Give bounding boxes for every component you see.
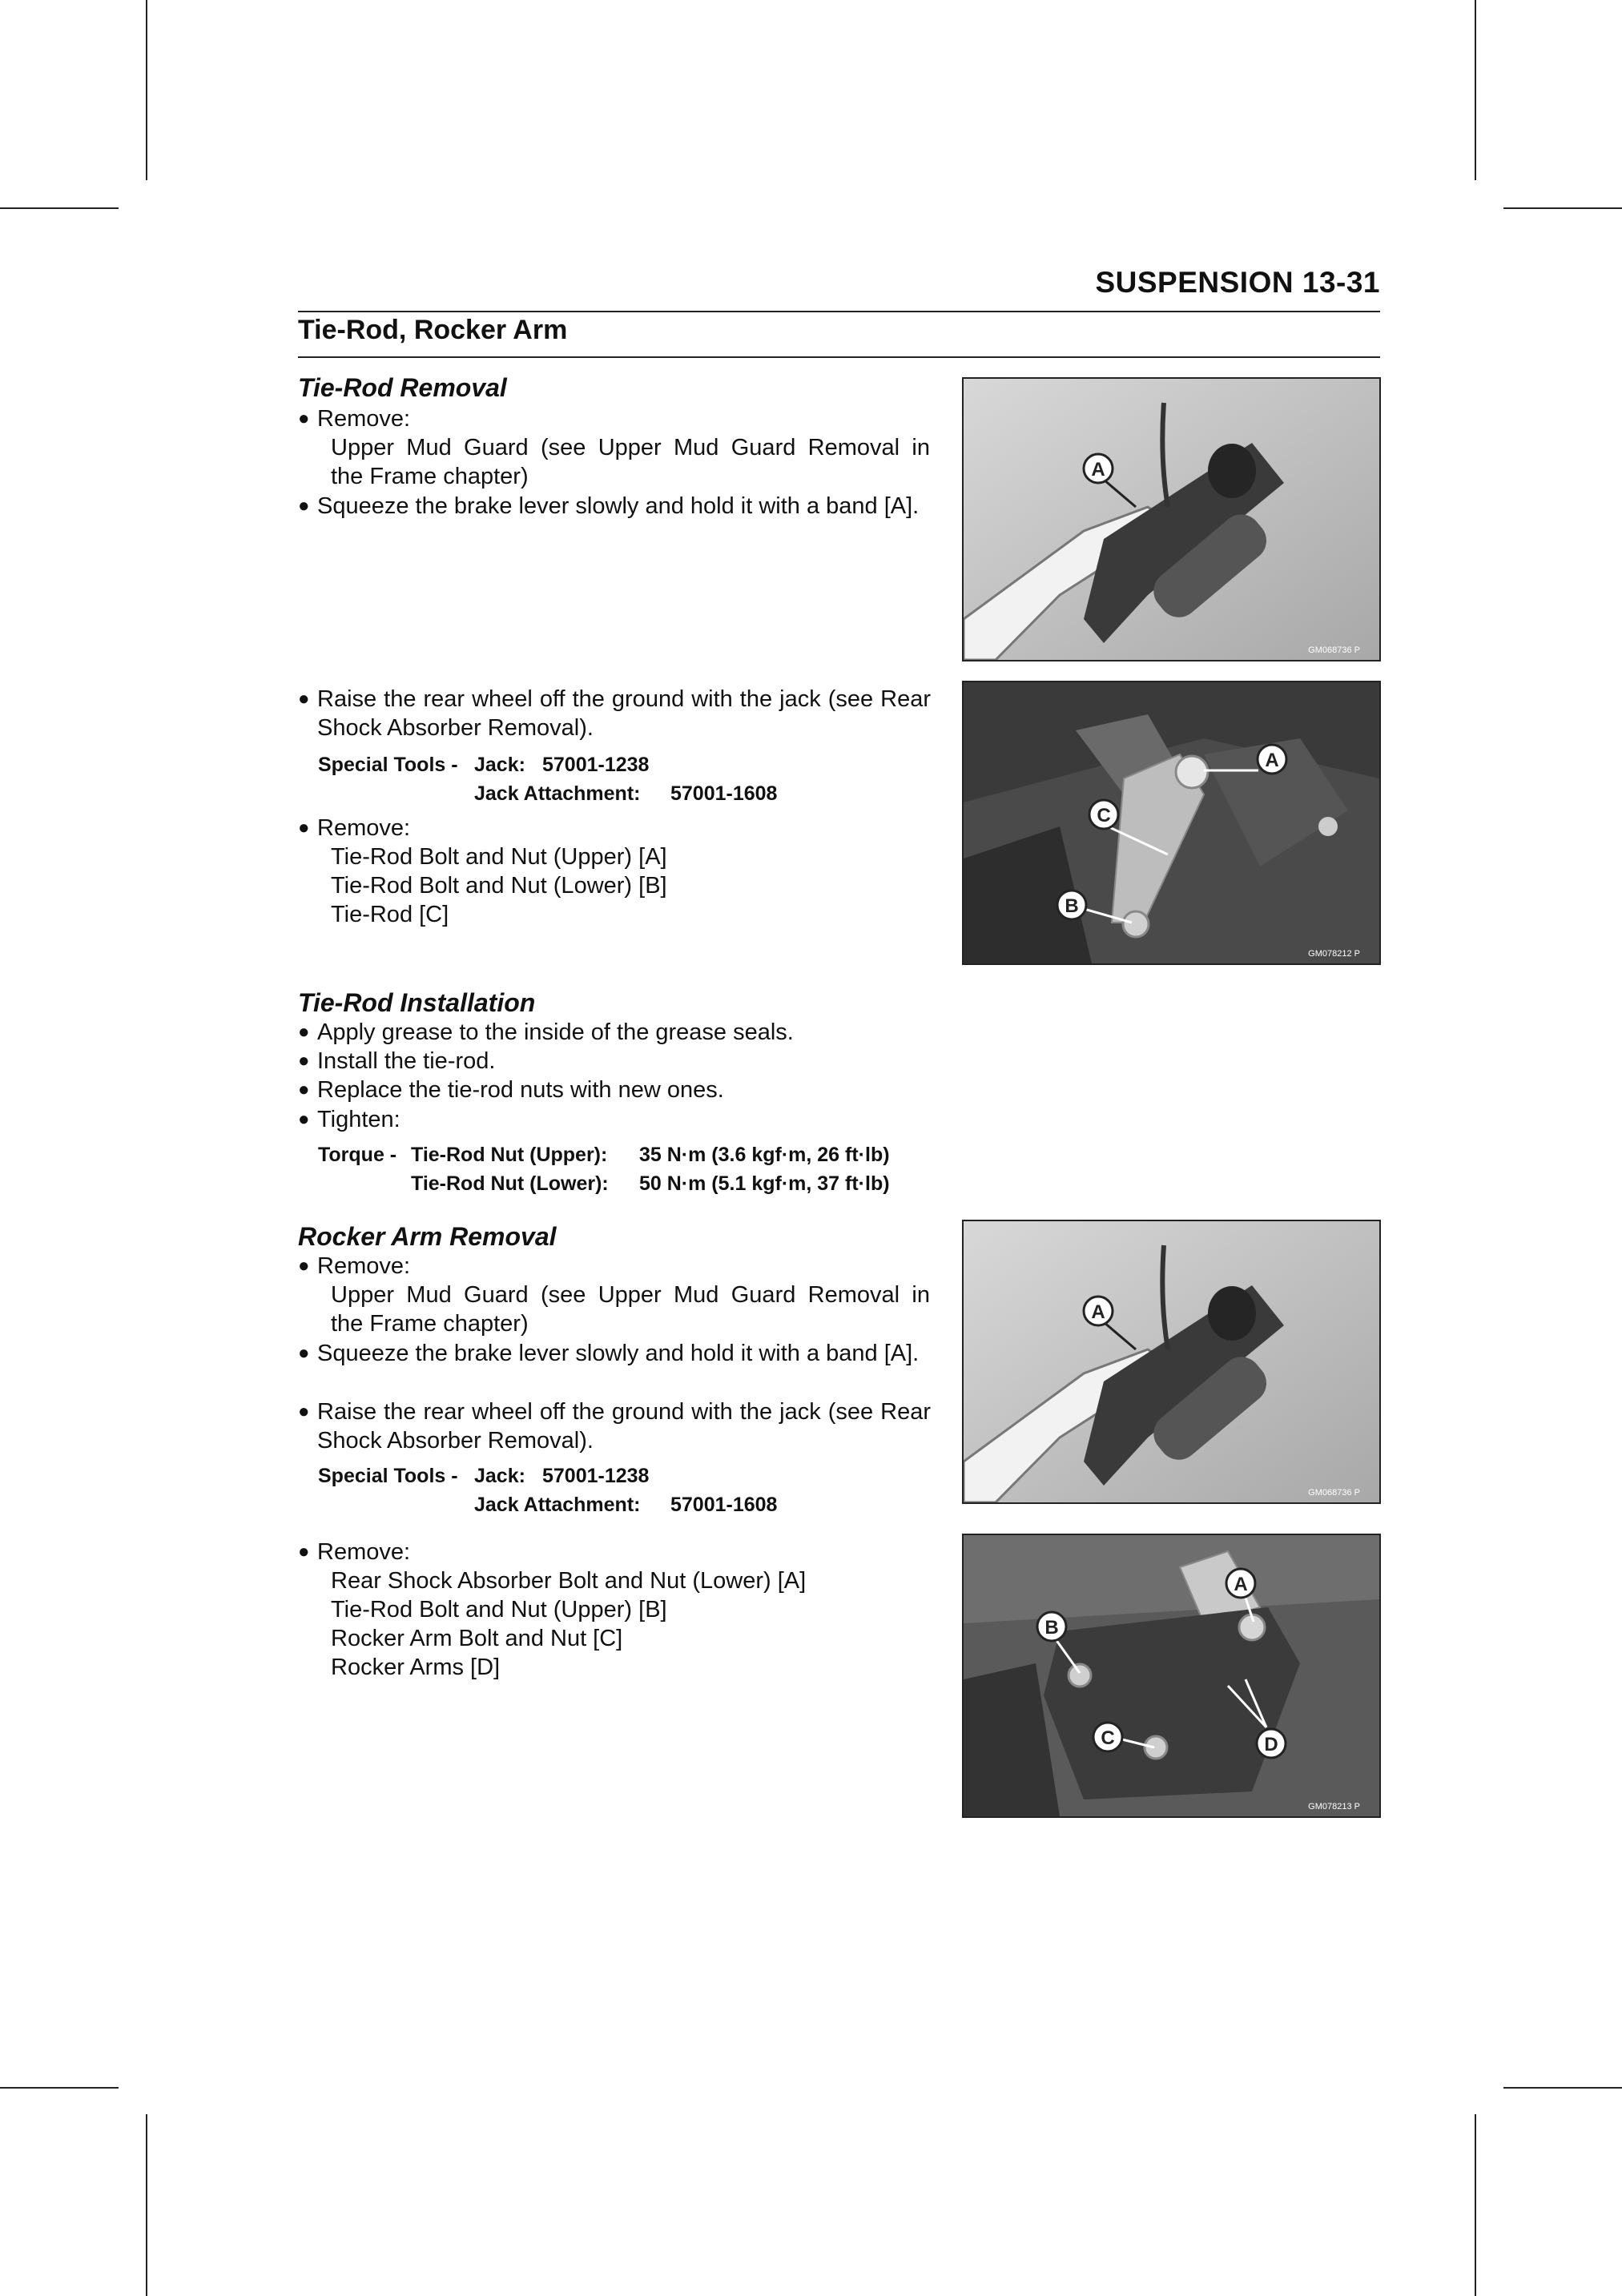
special-tools-label: Special Tools - (318, 1465, 458, 1487)
bullet-dot: ● (298, 1255, 310, 1277)
item-text: Upper Mud Guard (see Upper Mud Guard Removal in (331, 435, 930, 460)
callout-a: A (1091, 459, 1105, 481)
indented-item (331, 1281, 930, 1309)
bullet-text: Tighten: (317, 1107, 400, 1132)
bullet (298, 814, 410, 842)
subheading-tie-rod-installation: Tie-Rod Installation (298, 988, 536, 1017)
bullet-text: Squeeze the brake lever slowly and hold it with a band [A]. (317, 493, 920, 519)
bullet-dot: ● (298, 1021, 310, 1043)
figure-code: GM078213 P (1308, 1802, 1360, 1811)
callout-c: C (1097, 805, 1111, 826)
list-item: Tie-Rod [C] (331, 902, 449, 927)
figure-brake-lever-band-2 (962, 1220, 1381, 1504)
bullet (298, 685, 931, 742)
bullet (298, 1538, 410, 1566)
subheading-tie-rod-removal: Tie-Rod Removal (298, 373, 507, 402)
list-item: Tie-Rod Bolt and Nut (Upper) [A] (331, 844, 667, 870)
tool-name: Jack Attachment: (474, 1494, 641, 1516)
bullet-dot: ● (298, 495, 310, 517)
photo-rocker-arm (964, 1535, 1379, 1816)
tool-name: Jack Attachment: (474, 782, 641, 805)
bullet (298, 1076, 724, 1104)
bullet-dot: ● (298, 1342, 310, 1364)
bullet (298, 404, 410, 433)
tool-number: 57001-1238 (542, 754, 650, 776)
bullet-dot: ● (298, 1050, 310, 1072)
section-title: Tie-Rod, Rocker Arm (298, 315, 568, 345)
list-item: Tie-Rod Bolt and Nut (Lower) [B] (331, 873, 667, 899)
bullet-text: Raise the rear wheel off the ground with the jack (see Rear Shock Absorber Removal). (317, 1399, 931, 1454)
page-header: SUSPENSION 13-31 (1095, 266, 1380, 299)
tool-number: 57001-1608 (670, 782, 778, 805)
list-item: Rear Shock Absorber Bolt and Nut (Lower) [A] (331, 1568, 807, 1594)
photo-brake-lever (964, 379, 1379, 660)
bullet-text: Remove: (317, 815, 411, 841)
bullet-text: Raise the rear wheel off the ground with the jack (see Rear Shock Absorber Removal). (317, 686, 931, 741)
bullet-text: Squeeze the brake lever slowly and hold it with a band [A]. (317, 1341, 920, 1366)
bullet-dot: ● (298, 1541, 310, 1562)
photo-brake-lever (964, 1221, 1379, 1502)
bullet-dot: ● (298, 408, 310, 429)
crop-mark (1475, 0, 1476, 180)
crop-mark (0, 2087, 119, 2089)
photo-tie-rod (964, 682, 1379, 963)
special-tools-label: Special Tools - (318, 754, 458, 776)
figure-tie-rod (962, 681, 1381, 965)
bullet (298, 492, 931, 521)
item-text: Upper Mud Guard (see Upper Mud Guard Removal in (331, 1282, 930, 1308)
bullet-dot: ● (298, 688, 310, 710)
callout-d: D (1264, 1734, 1278, 1755)
callout-b: B (1065, 895, 1079, 917)
header-rule (298, 311, 1380, 312)
bullet-dot: ● (298, 1108, 310, 1130)
bullet-text: Install the tie-rod. (317, 1048, 496, 1074)
figure-brake-lever-band (962, 377, 1381, 661)
torque-item: Tie-Rod Nut (Lower): (411, 1172, 609, 1195)
figure-code: GM078212 P (1308, 949, 1360, 959)
bullet (298, 1047, 495, 1076)
callout-b: B (1044, 1617, 1059, 1639)
tool-name: Jack: (474, 1465, 525, 1487)
torque-item: Tie-Rod Nut (Upper): (411, 1144, 608, 1166)
figure-code: GM068736 P (1308, 645, 1360, 655)
figure-code: GM068736 P (1308, 1488, 1360, 1498)
section-rule (298, 356, 1380, 358)
callout-a: A (1091, 1301, 1105, 1323)
list-item: Rocker Arms [D] (331, 1655, 501, 1680)
crop-mark (146, 0, 147, 180)
subheading-rocker-arm-removal: Rocker Arm Removal (298, 1222, 557, 1251)
tool-name: Jack: (474, 754, 525, 776)
bullet-dot: ● (298, 817, 310, 838)
bullet-text: Apply grease to the inside of the grease seals. (317, 1019, 794, 1045)
torque-value: 50 N·m (5.1 kgf·m, 37 ft·lb) (639, 1172, 890, 1195)
indented-item: the Frame chapter) (331, 464, 529, 489)
bullet (298, 1339, 931, 1368)
bullet-text: Remove: (317, 1539, 411, 1565)
bullet (298, 1105, 400, 1134)
bullet-text: Replace the tie-rod nuts with new ones. (317, 1077, 724, 1103)
tool-number: 57001-1608 (670, 1494, 778, 1516)
bullet (298, 1252, 410, 1281)
callout-a: A (1265, 750, 1279, 771)
torque-label: Torque - (318, 1144, 397, 1166)
callout-c: C (1101, 1727, 1115, 1749)
callout-a: A (1234, 1574, 1248, 1595)
bullet (298, 1018, 794, 1047)
bullet-text: Remove: (317, 406, 411, 432)
crop-mark (1503, 2087, 1622, 2089)
crop-mark (1475, 2114, 1476, 2296)
tool-number: 57001-1238 (542, 1465, 650, 1487)
list-item: Tie-Rod Bolt and Nut (Upper) [B] (331, 1597, 667, 1622)
list-item: Rocker Arm Bolt and Nut [C] (331, 1626, 623, 1651)
bullet-dot: ● (298, 1079, 310, 1100)
indented-item: the Frame chapter) (331, 1311, 529, 1337)
indented-item (331, 433, 930, 462)
crop-mark (1503, 207, 1622, 209)
bullet-text: Remove: (317, 1253, 411, 1279)
crop-mark (0, 207, 119, 209)
figure-rocker-arm (962, 1534, 1381, 1818)
bullet (298, 1397, 931, 1455)
crop-mark (146, 2114, 147, 2296)
bullet-dot: ● (298, 1401, 310, 1422)
torque-value: 35 N·m (3.6 kgf·m, 26 ft·lb) (639, 1144, 890, 1166)
